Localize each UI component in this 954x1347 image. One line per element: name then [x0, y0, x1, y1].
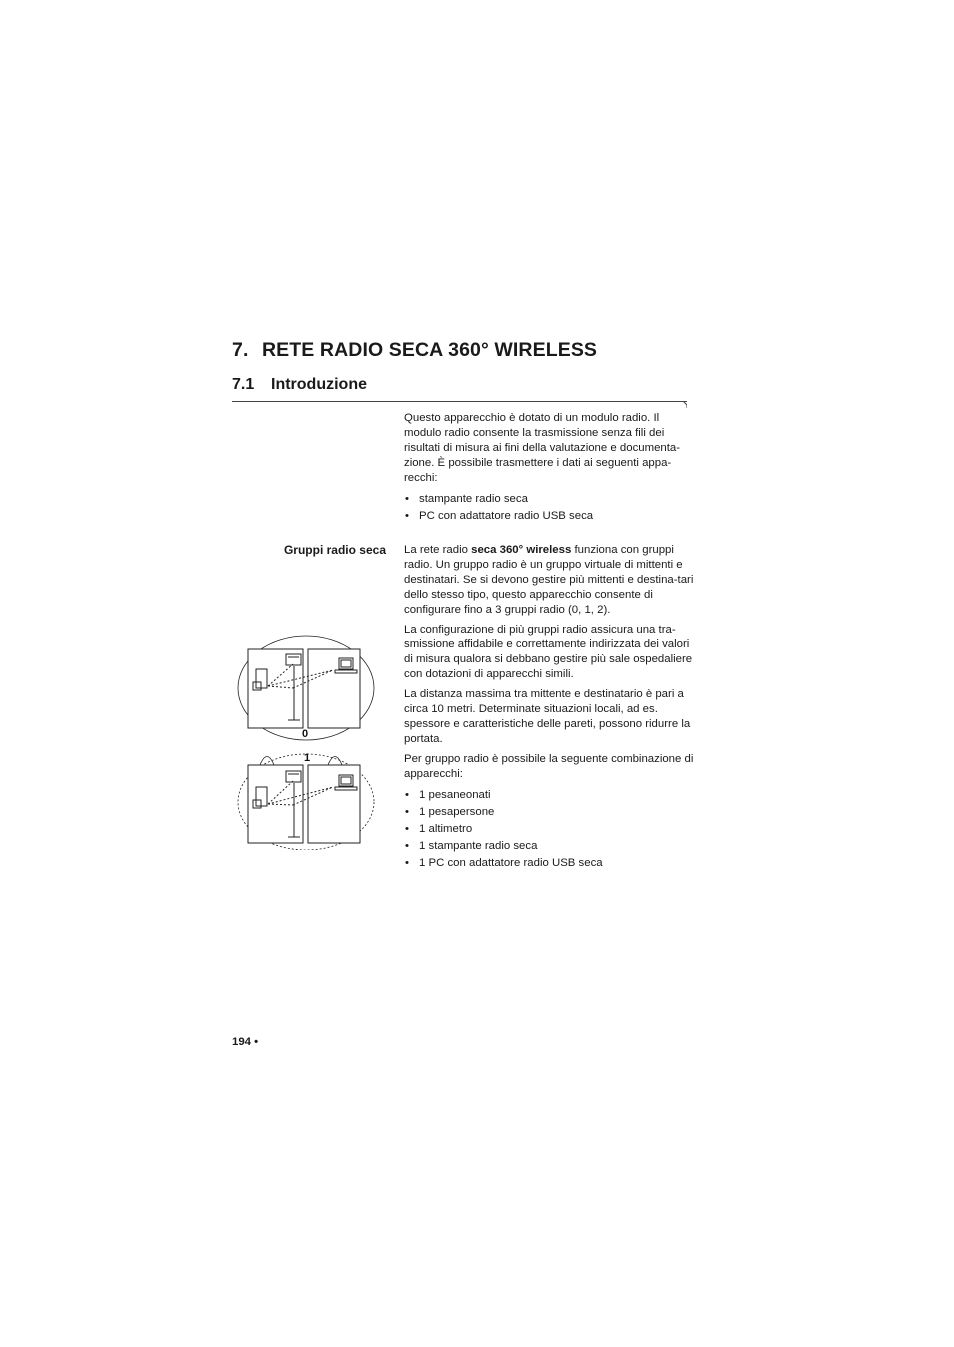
combination-item: • 1 altimetro — [404, 822, 694, 839]
chapter-heading — [232, 339, 597, 362]
combination-item: • 1 PC con adattatore radio USB seca — [404, 856, 694, 873]
radio-group-0-diagram — [238, 636, 374, 740]
group-label-1: 1 — [304, 752, 311, 764]
groups-paragraph-1 — [404, 543, 694, 618]
chapter-title: RETE RADIO SECA 360° WIRELESS — [262, 339, 598, 361]
side-title-gruppi: Gruppi radio seca — [283, 543, 386, 557]
page-number: 194 • — [232, 1036, 259, 1048]
combination-item: • 1 pesaneonati — [404, 788, 694, 805]
groups-paragraph-2: La configurazione di più gruppi radio assicura una tra-smissione affidabile e correttamente indirizzata dei valori di misura qualora si debbano gestire più sale ospedaliere con dotazioni di apparecchi simili. — [404, 623, 693, 681]
section-rule-corner — [683, 401, 687, 408]
group-label-0: 0 — [302, 728, 309, 740]
groups-block — [404, 543, 694, 873]
groups-p1-rest: funziona con gruppi radio. Un gruppo radio è un gruppo virtuale di mittenti e destinatari. Se si devono gestire più mittenti e destina-tari dello stesso tipo, questo apparecchio consente di configurare fino a 3 gruppi radio (0, 1, 2). — [404, 544, 694, 616]
section-number: 7.1 — [232, 376, 255, 393]
groups-p1-lead: La rete radio — [404, 544, 472, 556]
intro-device-list — [404, 492, 694, 526]
combination-item: • 1 pesapersone — [404, 805, 694, 822]
groups-paragraph-3: La distanza massima tra mittente e destinatario è pari a circa 10 metri. Determinate situazioni locali, ad es. spessore e caratteristiche delle pareti, possono ridurre la portata. — [404, 688, 691, 745]
groups-paragraph-4: Per gruppo radio è possibile la seguente combinazione di apparecchi: — [404, 752, 694, 780]
room-right — [308, 649, 360, 728]
combination-item: • 1 stampante radio seca — [404, 839, 694, 856]
section-title: Introduzione — [271, 376, 367, 393]
intro-device-item: • PC con adattatore radio USB seca — [404, 509, 694, 526]
chapter-number: 7. — [232, 339, 249, 361]
radio-groups-illustration — [232, 630, 382, 850]
product-name: seca 360° wireless — [471, 544, 572, 556]
intro-device-item: • stampante radio seca — [404, 492, 694, 509]
intro-block — [404, 411, 694, 526]
section-rule — [232, 401, 687, 402]
combination-list — [404, 788, 694, 873]
radio-group-1-diagram — [238, 752, 374, 850]
intro-paragraph: Questo apparecchio è dotato di un modulo radio. Il modulo radio consente la trasmissione senza fili dei risultati di misura ai fini della valutazione e documenta-zione. È possibile trasmettere i dati ai seguenti appa-recchi: — [404, 412, 681, 484]
section-heading — [232, 376, 367, 394]
room-right — [308, 765, 360, 843]
